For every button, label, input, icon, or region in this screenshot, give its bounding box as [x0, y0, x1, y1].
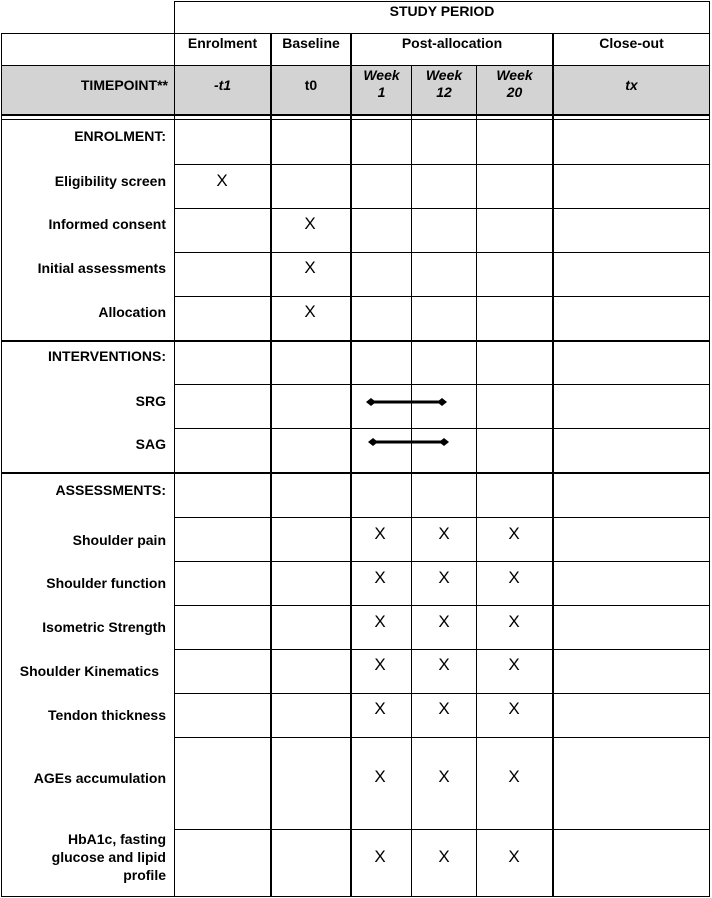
mark-consent-baseline: X — [304, 214, 316, 233]
grid-line — [174, 164, 710, 165]
mark-pain-week1: X — [374, 524, 386, 543]
grid-line — [174, 208, 710, 209]
mark-function-week20: X — [508, 568, 520, 587]
grid-line — [1, 472, 710, 474]
grid-line — [174, 693, 710, 694]
mark-ages-week12: X — [438, 767, 450, 786]
grid-line — [174, 605, 710, 606]
mark-eligibility-enrolment: X — [216, 171, 228, 190]
mark-pain-week12: X — [438, 524, 450, 543]
mark-function-week1: X — [374, 568, 386, 587]
row-allocation: Allocation — [98, 304, 166, 320]
grid-line — [552, 33, 554, 897]
grid-line — [270, 33, 272, 897]
mark-tendon-week1: X — [374, 699, 386, 718]
section-enrolment: ENROLMENT: — [74, 128, 166, 144]
mark-ages-week20: X — [508, 767, 520, 786]
grid-line — [476, 65, 477, 897]
mark-hba1c-week12: X — [438, 847, 450, 866]
mark-strength-week12: X — [438, 612, 450, 631]
grid-line — [709, 1, 710, 897]
enrolment-column-heading: Enrolment — [187, 35, 258, 51]
grid-line — [1, 65, 710, 66]
row-initial-assessments: Initial assessments — [37, 260, 166, 276]
mark-tendon-week20: X — [508, 699, 520, 718]
mark-strength-week20: X — [508, 612, 520, 631]
row-shoulder-pain: Shoulder pain — [72, 532, 166, 548]
grid-line — [174, 829, 710, 830]
grid-line — [1, 33, 710, 34]
section-assessments: ASSESSMENTS: — [55, 482, 166, 498]
mark-initial-baseline: X — [304, 258, 316, 277]
grid-line — [174, 1, 175, 897]
mark-pain-week20: X — [508, 524, 520, 543]
post-allocation-heading: Post-allocation — [401, 35, 503, 51]
mark-ages-week1: X — [374, 767, 386, 786]
mark-kinematics-week12: X — [438, 655, 450, 674]
mark-kinematics-week20: X — [508, 655, 520, 674]
grid-line — [174, 252, 710, 253]
row-shoulder-kinematics: Shoulder Kinematics — [19, 663, 159, 679]
study-period-heading: STUDY PERIOD — [389, 3, 495, 19]
mark-hba1c-week1: X — [374, 847, 386, 866]
timepoint-baseline: t0 — [304, 77, 318, 93]
grid-line — [411, 65, 412, 897]
timepoint-enrolment: -t1 — [213, 77, 232, 93]
grid-line — [174, 428, 710, 429]
grid-line — [1, 119, 710, 120]
mark-strength-week1: X — [374, 612, 386, 631]
grid-line — [174, 737, 710, 738]
row-sag: SAG — [135, 436, 166, 452]
row-informed-consent: Informed consent — [48, 216, 166, 232]
mark-allocation-baseline: X — [304, 302, 316, 321]
timepoint-week-20: Week 20 — [496, 67, 533, 100]
section-interventions: INTERVENTIONS: — [48, 348, 166, 364]
grid-line — [174, 561, 710, 562]
grid-line — [174, 384, 710, 385]
baseline-column-heading: Baseline — [282, 35, 340, 51]
timepoint-label: TIMEPOINT** — [80, 77, 168, 93]
mark-hba1c-week20: X — [508, 847, 520, 866]
row-tendon-thickness: Tendon thickness — [48, 707, 166, 723]
grid-line — [174, 649, 710, 650]
timepoint-week-12: Week 12 — [425, 67, 463, 100]
row-srg: SRG — [135, 393, 166, 409]
row-hba1c-glucose-lipid: HbA1c, fasting glucose and lipid profile — [51, 831, 166, 883]
row-ages-accumulation: AGEs accumulation — [33, 770, 166, 786]
mark-tendon-week12: X — [438, 699, 450, 718]
close-out-column-heading: Close-out — [599, 35, 664, 51]
grid-line — [1, 114, 710, 116]
grid-line — [174, 1, 710, 2]
grid-line — [174, 517, 710, 518]
mark-kinematics-week1: X — [374, 655, 386, 674]
srg-duration-bar — [364, 394, 450, 410]
mark-function-week12: X — [438, 568, 450, 587]
row-shoulder-function: Shoulder function — [46, 575, 166, 591]
grid-line — [350, 33, 352, 897]
row-isometric-strength: Isometric Strength — [42, 619, 166, 635]
grid-line — [1, 896, 710, 897]
timepoint-week-1: Week 1 — [363, 67, 400, 100]
sag-duration-bar — [366, 434, 452, 450]
grid-line — [1, 340, 710, 342]
grid-line — [174, 296, 710, 297]
timepoint-close-out: tx — [625, 77, 638, 93]
grid-line — [1, 33, 2, 897]
row-eligibility-screen: Eligibility screen — [54, 173, 166, 189]
